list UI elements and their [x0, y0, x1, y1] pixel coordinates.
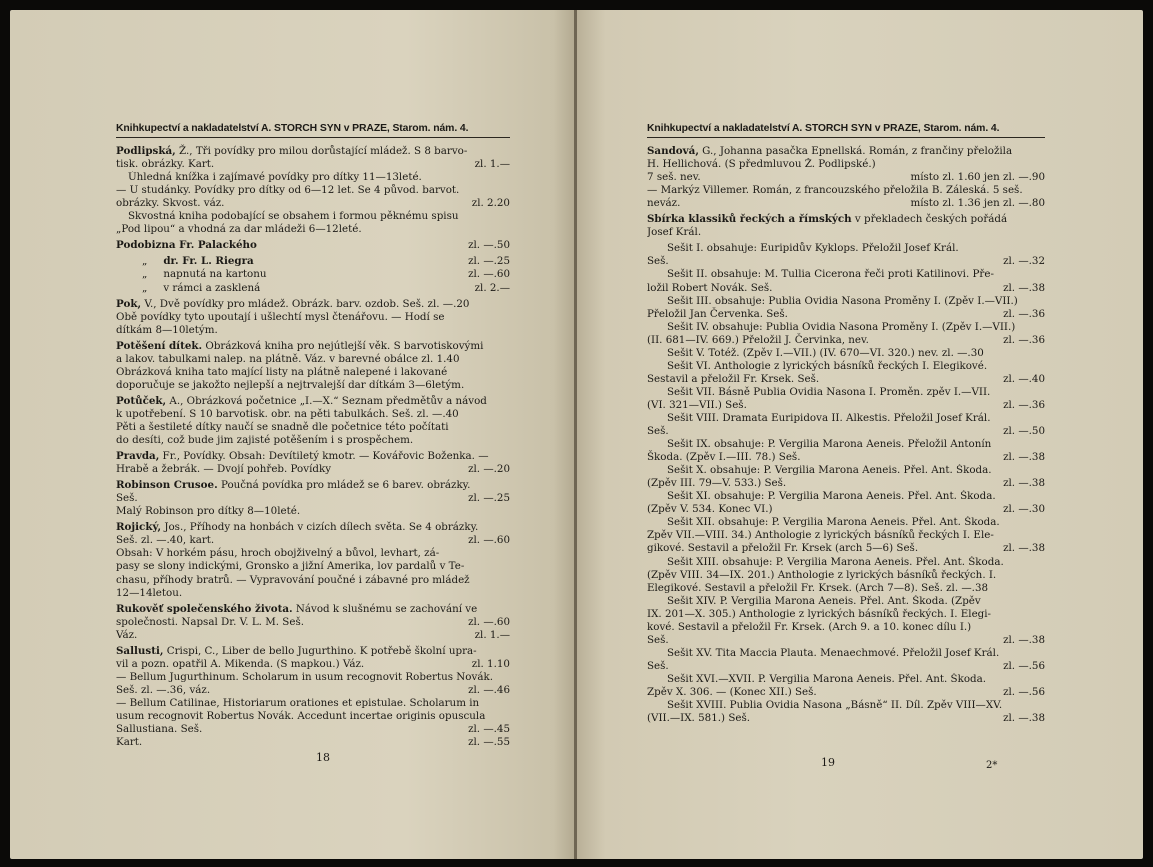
catalog-entry: [647, 145, 1045, 210]
right-page-content: [647, 122, 1045, 728]
entry-text: Poučná povídka pro mládež se 6 barev. obrázky.: [217, 479, 471, 492]
line-text: (Zpěv V. 534. Konec VI.): [647, 503, 773, 516]
line-text: Přeložil Jan Červenka. Seš.: [647, 307, 788, 320]
price: zl. —.60: [468, 534, 510, 547]
text-line: Malý Robinson pro dítky 8—10leté.: [116, 505, 301, 518]
price-line: [116, 723, 510, 736]
line-text: Váz.: [116, 628, 138, 641]
price: zl. 1.—: [474, 158, 510, 171]
line-text: (II. 681—IV. 669.) Přeložil J. Červinka, nev.: [647, 333, 869, 346]
text-line: do desíti, což bude jim zajisté potěšením i s prospěchem.: [116, 434, 414, 447]
price-line: [647, 660, 1045, 673]
entry-first-line: [647, 145, 1045, 158]
price: zl. —.38: [1003, 712, 1045, 725]
entry-first-line: [116, 603, 510, 616]
text-line: doporučuje se jakožto nejlepší a nejtrvalejší dar dítkám 3—6letým.: [116, 378, 465, 391]
entry-first-line: [116, 340, 510, 353]
line-text: gikové. Sestavil a přeložil Fr. Krsek (arch 5—6) Seš.: [647, 542, 919, 555]
text-line: Sešit VIII. Dramata Euripidova II. Alkestis. Přeložil Josef Král.: [667, 411, 991, 424]
line-text: Seš.: [116, 492, 138, 505]
price-line: [647, 282, 1045, 295]
entry-text: v překladech českých pořádá: [851, 213, 1008, 226]
catalog-entry-line: [116, 239, 510, 252]
price-line: [116, 197, 510, 210]
text-line: Sešit XV. Tita Maccia Plauta. Menaechmové. Přeložil Josef Král.: [667, 646, 1000, 659]
text-line: Úhledná knížka i zajímavé povídky pro dítky 11—13leté.: [128, 171, 422, 184]
entry-title: Podobizna Fr. Palackého: [116, 239, 257, 252]
price: zl. —.38: [1003, 542, 1045, 555]
catalog-entry: [116, 479, 510, 518]
catalog-entry: [116, 395, 510, 447]
entry-first-line: [116, 145, 510, 158]
price: místo zl. 1.36 jen zl. —.80: [910, 197, 1045, 210]
line-text: Sestavil a přeložil Fr. Krsek. Seš.: [647, 372, 820, 385]
page-header: Knihkupectví a nakladatelství A. STORCH SYN v PRAZE, Starom. nám. 4.: [647, 122, 1045, 138]
price: zl. —.55: [468, 736, 510, 749]
entry-title: Pok,: [116, 297, 142, 310]
price: zl. —.40: [1003, 372, 1045, 385]
left-page: [10, 10, 576, 859]
text-line: Sešit XII. obsahuje: P. Vergilia Marona Aeneis. Přel. Ant. Škoda.: [667, 516, 1000, 529]
line-text: obrázky. Skvost. váz.: [116, 197, 225, 210]
entry-first-line: [116, 298, 510, 311]
catalog-entry: [116, 298, 510, 337]
entry-first-line: [116, 521, 510, 534]
catalog-entry: [116, 450, 510, 476]
text-line: H. Hellichová. (S předmluvou Ž. Podlipské.): [647, 158, 876, 171]
line-text: Seš.: [647, 633, 669, 646]
text-line: Sešit I. obsahuje: Euripidův Kyklops. Přeložil Josef Král.: [667, 242, 959, 255]
catalog-entry: [116, 645, 510, 749]
price: zl. —.36: [1003, 333, 1045, 346]
price: zl. —.38: [1003, 451, 1045, 464]
text-line: dítkám 8—10letým.: [116, 323, 218, 336]
entry-text: Jos., Příhody na honbách v cizích dílech světa. Se 4 obrázky.: [161, 521, 479, 534]
entry-first-line: [647, 213, 1045, 226]
portrait-variant: [116, 282, 510, 295]
price-line: [647, 686, 1045, 699]
price: místo zl. 1.60 jen zl. —.90: [910, 171, 1045, 184]
text-line: IX. 201—X. 305.) Anthologie z lyrických básníků řeckých. I. Elegi-: [647, 607, 992, 620]
price-line: [647, 503, 1045, 516]
price-line: [647, 197, 1045, 210]
text-line: Skvostná kniha podobající se obsahem i formou pěknému spisu: [128, 210, 459, 223]
line-text: vil a pozn. opatřil A. Mikenda. (S mapkou.) Váz.: [116, 657, 365, 670]
ditto-mark: „: [142, 255, 148, 268]
price-line: [647, 425, 1045, 438]
price-line: [647, 477, 1045, 490]
text-line: Sešit V. Totéž. (Zpěv I.—VII.) (IV. 670—VI. 320.) nev. zl. —.30: [667, 346, 984, 359]
price-line: [116, 629, 510, 642]
text-line: Sešit XI. obsahuje: P. Vergilia Marona Aeneis. Přel. Ant. Škoda.: [667, 490, 996, 503]
text-line: Sešit IV. obsahuje: Publia Ovidia Nasona Proměny I. (Zpěv I.—VII.): [667, 320, 1016, 333]
price-line: [647, 255, 1045, 268]
entry-first-line: [116, 479, 510, 492]
entry-title: Potůček,: [116, 394, 167, 407]
price: zl. —.45: [468, 723, 510, 736]
price-line: [116, 158, 510, 171]
text-line: a lakov. tabulkami nalep. na plátně. Váz. v barevné obálce zl. 1.40: [116, 352, 460, 365]
entry-text: Fr., Povídky. Obsah: Devítiletý kmotr. — Kovářovic Boženka. —: [159, 450, 489, 463]
price: zl. 2.—: [474, 281, 510, 294]
text-line: — Bellum Catilinae, Historiarum orationes et epistulae. Scholarum in: [116, 696, 480, 709]
variant-name: dr. Fr. L. Riegra: [163, 255, 254, 268]
price-line: [116, 534, 510, 547]
text-line: — Bellum Jugurthinum. Scholarum in usum recognovit Robertus Novák.: [116, 670, 493, 683]
line-text: ložil Robert Novák. Seš.: [647, 281, 773, 294]
price: zl. —.25: [468, 492, 510, 505]
price: zl. —.38: [1003, 281, 1045, 294]
text-line: Josef Král.: [647, 226, 702, 239]
entry-text: V., Dvě povídky pro mládež. Obrázk. barv. ozdob. Seš. zl. —.20: [141, 297, 470, 310]
catalog-entry: [116, 521, 510, 599]
text-line: Sešit IX. obsahuje: P. Vergilia Marona Aeneis. Přeložil Antonín: [667, 438, 992, 451]
price-line: [116, 492, 510, 505]
price-line: [647, 634, 1045, 647]
entry-text: G., Johanna pasačka Epnellská. Román, z frančiny přeložila: [698, 145, 1013, 158]
signature-mark: 2*: [986, 760, 998, 771]
price-line: [116, 736, 510, 749]
text-line: Pěti a šestileté dítky naučí se snadně dle početnice této počítati: [116, 420, 449, 433]
price: zl. —.38: [1003, 477, 1045, 490]
price-line: [647, 712, 1045, 725]
text-line: — U studánky. Povídky pro dítky od 6—12 let. Se 4 původ. barvot.: [116, 184, 460, 197]
price-line: [647, 171, 1045, 184]
price: zl. 1.—: [474, 628, 510, 641]
entry-text: Návod k slušnému se zachování ve: [292, 602, 478, 615]
text-line: Sešit III. obsahuje: Publia Ovidia Nasona Proměny I. (Zpěv I.—VII.): [667, 294, 1018, 307]
price: zl. —.38: [1003, 633, 1045, 646]
price: zl. —.46: [468, 683, 510, 696]
catalog-entry: [116, 145, 510, 236]
catalog-entry: [647, 213, 1045, 239]
entry-title: Sallusti,: [116, 644, 164, 657]
text-line: Sešit II. obsahuje: M. Tullia Cicerona řeči proti Katilinovi. Pře-: [667, 268, 994, 281]
text-line: Sešit XVIII. Publia Ovidia Nasona „Básně“ II. Díl. Zpěv VIII—XV.: [667, 699, 1003, 712]
price-line: [647, 373, 1045, 386]
entry-text: A., Obrázková početnice „I.—X.“ Seznam předmětův a návod: [166, 394, 487, 407]
entry-title: Rukověť společenského života.: [116, 602, 293, 615]
price: zl. —.30: [1003, 503, 1045, 516]
text-line: pasy se slony indickými, Gronsko a jižní Amerika, lov pardalů v Te-: [116, 560, 465, 573]
entry-text: Obrázková kniha pro nejútlejší věk. S barvotiskovými: [202, 339, 484, 352]
catalog-entry: [647, 242, 1045, 725]
entry-text: Ž., Tři povídky pro milou dorůstající mládež. S 8 barvo-: [175, 145, 468, 158]
price: zl. —.50: [468, 239, 510, 252]
text-line: Obrázková kniha tato mající listy na plátně nalepené i lakované: [116, 365, 448, 378]
portrait-variant: [116, 255, 510, 268]
catalog-entry: [116, 340, 510, 392]
text-line: Elegikové. Sestavil a přeložil Fr. Krsek. (Arch 7—8). Seš. zl. —.38: [647, 581, 989, 594]
price-line: [647, 542, 1045, 555]
price: zl. 1.10: [471, 657, 510, 670]
text-line: Sešit XIII. obsahuje: P. Vergilia Marona Aeneis. Přel. Ant. Škoda.: [667, 555, 1004, 568]
entry-first-line: [116, 450, 510, 463]
line-text: Seš. zl. —.36, váz.: [116, 683, 211, 696]
text-line: Obě povídky tyto upoutají i ušlechtí mysl čtenářovu. — Hodí se: [116, 310, 445, 323]
price-line: [116, 616, 510, 629]
catalog-entry: [116, 255, 510, 294]
price-line: [647, 451, 1045, 464]
price-line: [647, 399, 1045, 412]
page-number-left: 18: [316, 751, 330, 764]
price-line: [647, 334, 1045, 347]
text-line: usum recognovit Robertus Novák. Accedunt incertae originis opuscula: [116, 709, 486, 722]
portrait-variant: [116, 268, 510, 281]
line-text: Kart.: [116, 736, 143, 749]
line-text: Sallustiana. Seš.: [116, 723, 203, 736]
price: zl. —.32: [1003, 255, 1045, 268]
text-line: Sešit XIV. P. Vergilia Marona Aeneis. Přel. Ant. Škoda. (Zpěv: [667, 594, 981, 607]
price-line: [116, 684, 510, 697]
text-line: (Zpěv VIII. 34—IX. 201.) Anthologie z lyrických básníků řeckých. I.: [647, 568, 997, 581]
variant-label: [142, 282, 260, 295]
price: zl. —.20: [468, 463, 510, 476]
entry-first-line: [116, 645, 510, 658]
page-header: Knihkupectví a nakladatelství A. STORCH SYN v PRAZE, Starom. nám. 4.: [116, 122, 510, 138]
line-text: Seš.: [647, 255, 669, 268]
price: zl. —.25: [468, 255, 510, 268]
price: zl. —.36: [1003, 307, 1045, 320]
variant-label: [142, 255, 254, 268]
variant-name: v rámci a zasklená: [163, 281, 261, 294]
entry-text: Crispi, C., Liber de bello Jugurthino. K potřebě školní upra-: [163, 644, 477, 657]
line-text: tisk. obrázky. Kart.: [116, 158, 215, 171]
text-line: Sešit X. obsahuje: P. Vergilia Marona Aeneis. Přel. Ant. Škoda.: [667, 464, 992, 477]
price-line: [647, 308, 1045, 321]
page-number-right: 19: [821, 756, 835, 769]
entry-title: Potěšení dítek.: [116, 339, 203, 352]
entry-title: Robinson Crusoe.: [116, 479, 218, 492]
left-page-content: [116, 122, 510, 752]
price: zl. —.50: [1003, 425, 1045, 438]
text-line: Sešit XVI.—XVII. P. Vergilia Marona Aeneis. Přel. Ant. Škoda.: [667, 672, 987, 685]
text-line: Sešit VI. Anthologie z lyrických básníků řeckých I. Elegikové.: [667, 359, 988, 372]
price: zl. —.56: [1003, 659, 1045, 672]
price: zl. 2.20: [471, 197, 510, 210]
variant-label: [142, 268, 266, 281]
price: zl. —.60: [468, 615, 510, 628]
entry-title: Sandová,: [647, 145, 699, 158]
variant-name: napnutá na kartonu: [163, 268, 267, 281]
line-text: (VI. 321—VII.) Seš.: [647, 398, 747, 411]
text-line: Sešit VII. Básně Publia Ovidia Nasona I. Proměn. zpěv I.—VII.: [667, 385, 991, 398]
line-text: (VII.—IX. 581.) Seš.: [647, 712, 751, 725]
entry-title: Sbírka klassiků řeckých a římských: [647, 213, 852, 226]
line-text: 7 seš. nev.: [647, 171, 701, 184]
line-text: neváz.: [647, 197, 681, 210]
catalog-entry: [116, 603, 510, 642]
text-line: k upotřebení. S 10 barvotisk. obr. na pěti tabulkách. Seš. zl. —.40: [116, 407, 459, 420]
line-text: Škoda. (Zpěv I.—III. 78.) Seš.: [647, 451, 801, 464]
line-text: Zpěv X. 306. — (Konec XII.) Seš.: [647, 685, 817, 698]
entry-title: Rojický,: [116, 521, 162, 534]
text-line: Zpěv VII.—VIII. 34.) Anthologie z lyrických básníků řeckých I. Ele-: [647, 529, 994, 542]
text-line: chasu, příhody bratrů. — Vypravování poučné i zábavné pro mládež: [116, 573, 470, 586]
right-page: [577, 10, 1143, 859]
line-text: Hrabě a žebrák. — Dvojí pohřeb. Povídky: [116, 463, 332, 476]
text-line: Obsah: V horkém pásu, hroch obojživelný a bůvol, levhart, zá-: [116, 547, 440, 560]
text-line: kové. Sestavil a přeložil Fr. Krsek. (Arch 9. a 10. konec dílu I.): [647, 620, 972, 633]
text-line: „Pod lipou“ a vhodná za dar mládeži 6—12leté.: [116, 223, 362, 236]
line-text: Seš.: [647, 425, 669, 438]
price: zl. —.60: [468, 268, 510, 281]
ditto-mark: „: [142, 281, 148, 294]
ditto-mark: „: [142, 268, 148, 281]
text-line: — Markýz Villemer. Román, z francouzského přeložila B. Záleská. 5 seš.: [647, 184, 1023, 197]
entry-title: Pravda,: [116, 450, 160, 463]
line-text: Seš. zl. —.40, kart.: [116, 534, 215, 547]
line-text: společnosti. Napsal Dr. V. L. M. Seš.: [116, 615, 305, 628]
line-text: Seš.: [647, 659, 669, 672]
price-line: [116, 463, 510, 476]
entry-title: Podlipská,: [116, 145, 176, 158]
line-text: (Zpěv III. 79—V. 533.) Seš.: [647, 477, 787, 490]
catalog-entry: [116, 239, 510, 252]
price: zl. —.56: [1003, 685, 1045, 698]
price: zl. —.36: [1003, 398, 1045, 411]
entry-first-line: [116, 395, 510, 408]
price-line: [116, 658, 510, 671]
text-line: 12—14letou.: [116, 586, 183, 599]
